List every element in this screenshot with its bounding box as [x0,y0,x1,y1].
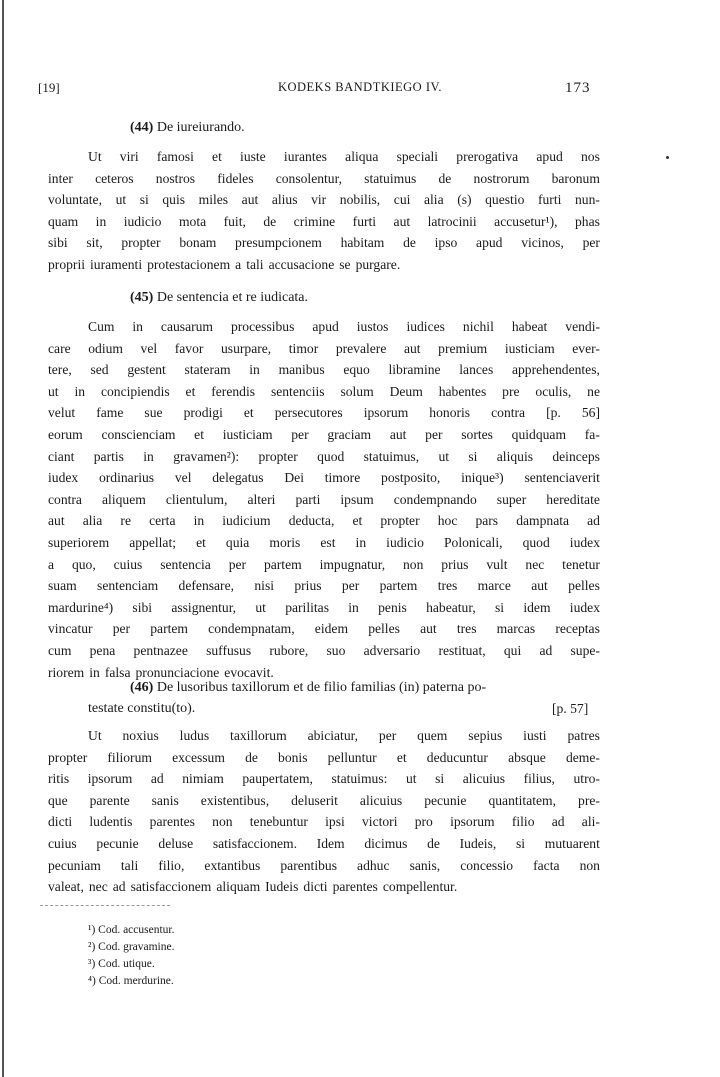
section-body-45 [48,316,600,683]
text-line: Ut viri famosi et iuste iurantes aliqua speciali prerogativa apud nos [88,149,600,164]
text-line: valeat, nec ad satisfaccionem aliquam Iudeis dicti parentes compellentur. [48,879,458,895]
footnote: ³) Cod. utique. [88,958,155,970]
section-title: De sentencia et re iudicata. [156,290,309,305]
text-line: aut alia re certa in iudicium deducta, et propter hoc pars dampnata ad [48,513,600,529]
page-edge-rule [2,0,4,1077]
section-title: De lusoribus taxillorum et de filio familias (in) paterna po- [156,680,487,695]
text-line: dicti ludentis parentes non tenebuntur ipsi victori pro ipsorum filio ad ali- [48,814,600,830]
text-line: superiorem appellat; et quia moris est in iudicio Polonicali, quod iudex [48,534,600,550]
text-line: tere, sed gestent stateram in manibus equo libramine lances apprehendentes, [48,362,600,378]
footnote: ⁴) Cod. merdurine. [88,975,174,987]
text-line: ciant partis in gravamen²): propter quod statuimus, ut si aliquis deinceps [48,448,600,464]
text-line: propter filiorum excessum de bonis pelluntur et deducuntur absque deme- [48,749,600,765]
text-line: cuius pecunie deluse satisfaccionem. Idem dicimus de Iudeis, si mutuarent [48,835,600,851]
section-number: (44) [130,120,154,135]
text-line: proprii iuramenti protestacionem a tali accusacione se purgare. [48,256,401,272]
header-page-number: 173 [565,80,591,96]
text-line: que parente sanis existentibus, deluserit alicuius pecunie quantitatem, pre- [48,792,600,808]
section-body-44 [48,146,600,276]
header-page-left: [19] [38,80,60,95]
text-line: inter ceteros nostros fideles consolentur, statuimus de nostrorum baronum [48,170,600,186]
text-line: ritis ipsorum ad nimiam paupertatem, statuimus: ut si alicuius filius, utro- [48,771,600,787]
text-line: pecuniam tali filio, extantibus parentibus adhuc sanis, concessio facta non [48,857,600,873]
text-line: suam sentenciam defensare, nisi prius per partem tres marce aut pelles [48,578,600,594]
section-heading-46 [130,680,486,696]
text-line: eorum conscienciam et iusticiam per graciam aut per sortes quidquam fa- [48,426,600,442]
text-line: ut in concipiendis et ferendis sentenciis solum Deum habentes pre oculis, ne [48,383,600,399]
text-line: care odium vel favor usurpare, timor prevalere aut premium iusticiam ever- [48,340,600,356]
footnote: ²) Cod. gravamine. [88,941,175,953]
text-line: vincatur per partem condempnatam, eidem pelles aut tres marcas receptas [48,621,600,637]
footnote: ¹) Cod. accusentur. [88,924,175,936]
section-heading-44 [130,120,245,136]
text-line: Ut noxius ludus taxillorum abiciatur, per quem sepius iusti patres [88,728,600,743]
text-line: velut fame sue prodigi et persecutores ipsorum honoris contra [p. 56] [48,405,600,421]
section-title-continued: testate constitu(to). [88,701,196,716]
header-title: KODEKS BANDTKIEGO IV. [277,80,443,94]
text-line: iudex ordinarius vel delegatus Dei timore postposito, inique³) sentenciaverit [48,470,600,486]
text-line: sibi sit, propter bonam presumpcionem habitam de ipso apud vicinos, per [48,235,600,251]
section-number: (45) [130,290,154,305]
section-heading-46-cont [88,701,195,717]
text-line: cum pena pentnazee suffusus rubore, suo adversario restituat, qui ad supe- [48,642,600,658]
section-title: De iureiurando. [156,120,245,135]
text-line: quam in iudicio mota fuit, de crimine furti aut latrocinii accusetur¹), phas [48,213,600,229]
running-header [0,80,720,104]
section-body-46 [48,725,600,898]
text-line: contra aliquem clientulum, alteri parti ipsum condempnando super hereditate [48,491,600,507]
footnotes [88,922,174,990]
page-reference: [p. 57] [552,701,589,716]
text-line: mardurine⁴) sibi assignentur, ut parilitas in penis habeatur, si idem iudex [48,599,600,615]
footnote-separator [40,905,170,906]
text-line: voluntate, ut si quis miles aut alius vir nobilis, cui alia (s) questio furti nun- [48,192,600,208]
margin-speck [666,156,669,159]
section-heading-45 [130,290,308,306]
section-number: (46) [130,680,154,695]
text-line: a quo, cuius sentencia per partem impugnatur, non prius vult nec tenetur [48,556,600,572]
text-line: Cum in causarum processibus apud iustos iudices nichil habeat vendi- [88,319,600,334]
text-line: riorem in falsa pronunciacione evocavit. [48,664,274,680]
